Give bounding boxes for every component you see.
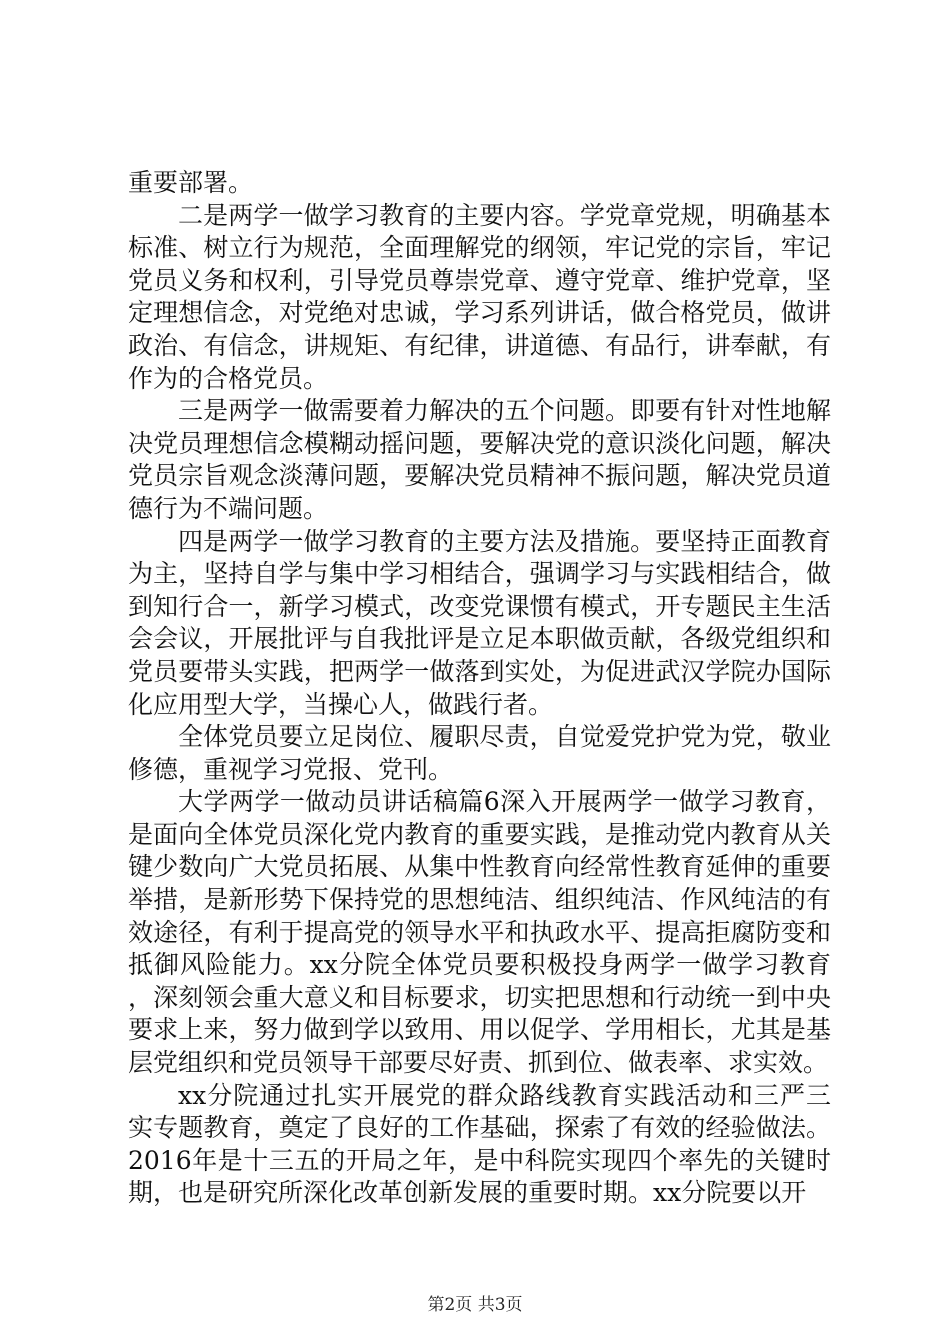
page-footer [0, 1294, 950, 1316]
page-number-label: 第2页 共3页 [427, 1295, 523, 1315]
paragraph-7: xx分院通过扎实开展党的群众路线教育实践活动和三严三实专题教育，奠定了良好的工作基础，探索了有效的经验做法。2016年是十三五的开局之年，是中科院实现四个率先的关键时期，也是研究所深化改革创新发展的重要时期。xx分院要以开 [128, 1080, 831, 1208]
paragraph-6: 大学两学一做动员讲话稿篇6深入开展两学一做学习教育，是面向全体党员深化党内教育的重要实践，是推动党内教育从关键少数向广大党员拓展、从集中性教育向经常性教育延伸的重要举措，是新形势下保持党的思想纯洁、组织纯洁、作风纯洁的有效途径，有利于提高党的领导水平和执政水平、提高拒腐防变和抵御风险能力。xx分院全体党员要积极投身两学一做学习教育，深刻领会重大意义和目标要求，切实把思想和行动统一到中央要求上来，努力做到学以致用、用以促学、学用相长，尤其是基层党组织和党员领导干部要尽好责、抓到位、做表率、求实效。 [128, 787, 831, 1078]
paragraph-2: 二是两学一做学习教育的主要内容。学党章党规，明确基本标准、树立行为规范，全面理解党的纲领，牢记党的宗旨，牢记党员义务和权利，引导党员尊崇党章、遵守党章、维护党章，坚定理想信念，对党绝对忠诚，学习系列讲话，做合格党员，做讲政治、有信念，讲规矩、有纪律，讲道德、有品行，讲奉献，有作为的合格党员。 [128, 200, 831, 393]
paragraph-3: 三是两学一做需要着力解决的五个问题。即要有针对性地解决党员理想信念模糊动摇问题，要解决党的意识淡化问题，解决党员宗旨观念淡薄问题，要解决党员精神不振问题，解决党员道德行为不端问题。 [128, 396, 831, 523]
paragraph-1: 重要部署。 [128, 168, 254, 197]
paragraph-4: 四是两学一做学习教育的主要方法及措施。要坚持正面教育为主，坚持自学与集中学习相结合，强调学习与实践相结合，做到知行合一，新学习模式，改变党课惯有模式，开专题民主生活会会议，开展批评与自我批评是立足本职做贡献，各级党组织和党员要带头实践，把两学一做落到实处，为促进武汉学院办国际化应用型大学，当操心人，做践行者。 [128, 526, 831, 719]
document-body [128, 167, 831, 1210]
paragraph-5: 全体党员要立足岗位、履职尽责，自觉爱党护党为党，敬业修德，重视学习党报、党刊。 [128, 722, 831, 784]
